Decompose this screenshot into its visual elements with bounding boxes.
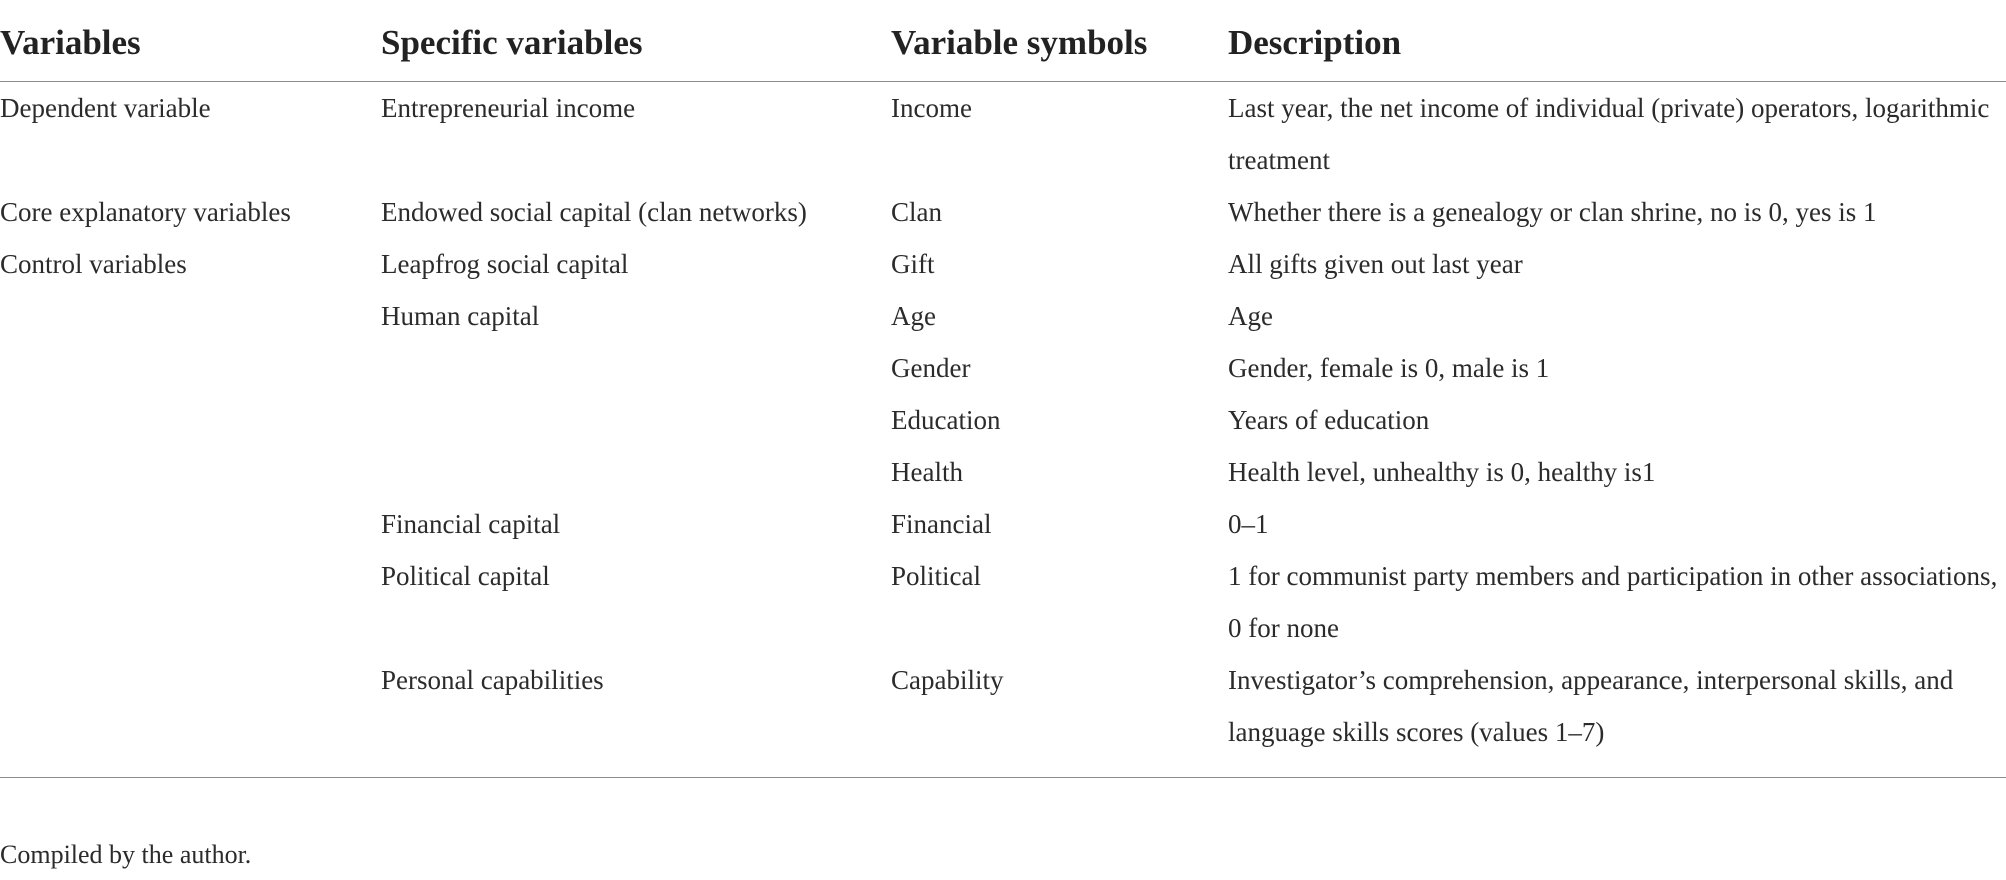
cell-description: All gifts given out last year bbox=[1228, 249, 1523, 279]
cell-description: Age bbox=[1228, 301, 1273, 331]
table-body bbox=[0, 82, 2006, 767]
cell-variables bbox=[0, 342, 381, 394]
cell-specific: Financial capital bbox=[381, 509, 561, 539]
cell-variables bbox=[0, 654, 381, 766]
cell-symbol: Gift bbox=[891, 249, 935, 279]
table-row bbox=[0, 82, 2006, 187]
cell-variables: Core explanatory variables bbox=[0, 197, 291, 227]
table-row bbox=[0, 654, 2006, 766]
cell-variables: Control variables bbox=[0, 249, 187, 279]
cell-variables bbox=[0, 290, 381, 342]
cell-variables bbox=[0, 498, 381, 550]
cell-specific: Personal capabilities bbox=[381, 665, 604, 695]
table-row bbox=[0, 550, 2006, 654]
cell-symbol: Education bbox=[891, 405, 1001, 435]
cell-description: 1 for communist party members and participation in other associations, 0 for none bbox=[1228, 561, 1998, 643]
cell-description: Whether there is a genealogy or clan shrine, no is 0, yes is 1 bbox=[1228, 197, 1877, 227]
cell-specific bbox=[381, 446, 891, 498]
table-row bbox=[0, 394, 2006, 446]
cell-symbol: Financial bbox=[891, 509, 992, 539]
cell-specific: Endowed social capital (clan networks) bbox=[381, 197, 807, 227]
cell-description: Investigator’s comprehension, appearance, interpersonal skills, and language skills scores (values 1–7) bbox=[1228, 665, 1954, 747]
cell-specific: Entrepreneurial income bbox=[381, 93, 636, 123]
cell-symbol: Income bbox=[891, 93, 972, 123]
cell-symbol: Health bbox=[891, 457, 963, 487]
cell-variables bbox=[0, 446, 381, 498]
cell-specific bbox=[381, 394, 891, 446]
header-description: Description bbox=[1228, 0, 2006, 82]
header-variable-symbols: Variable symbols bbox=[891, 0, 1228, 82]
table-bottom-rule bbox=[0, 777, 2006, 778]
table-row bbox=[0, 186, 2006, 238]
cell-symbol: Capability bbox=[891, 665, 1004, 695]
table-row bbox=[0, 342, 2006, 394]
cell-description: Health level, unhealthy is 0, healthy is1 bbox=[1228, 457, 1656, 487]
cell-symbol: Political bbox=[891, 561, 981, 591]
cell-specific: Political capital bbox=[381, 561, 550, 591]
header-specific-variables: Specific variables bbox=[381, 0, 891, 82]
header-variables: Variables bbox=[0, 0, 381, 82]
table-header bbox=[0, 0, 2006, 82]
cell-symbol: Gender bbox=[891, 353, 971, 383]
header-row bbox=[0, 0, 2006, 82]
cell-specific: Human capital bbox=[381, 301, 540, 331]
cell-description: Gender, female is 0, male is 1 bbox=[1228, 353, 1550, 383]
table-row bbox=[0, 446, 2006, 498]
cell-variables bbox=[0, 394, 381, 446]
cell-symbol: Clan bbox=[891, 197, 942, 227]
table-footnote: Compiled by the author. bbox=[0, 840, 252, 869]
cell-description: Years of education bbox=[1228, 405, 1430, 435]
table-row bbox=[0, 238, 2006, 290]
table-row bbox=[0, 498, 2006, 550]
cell-specific: Leapfrog social capital bbox=[381, 249, 629, 279]
cell-symbol: Age bbox=[891, 301, 936, 331]
cell-description: Last year, the net income of individual (private) operators, logarithmic treatment bbox=[1228, 93, 1990, 175]
cell-description: 0–1 bbox=[1228, 509, 1269, 539]
cell-variables: Dependent variable bbox=[0, 93, 211, 123]
cell-variables bbox=[0, 550, 381, 654]
table-row bbox=[0, 290, 2006, 342]
cell-specific bbox=[381, 342, 891, 394]
